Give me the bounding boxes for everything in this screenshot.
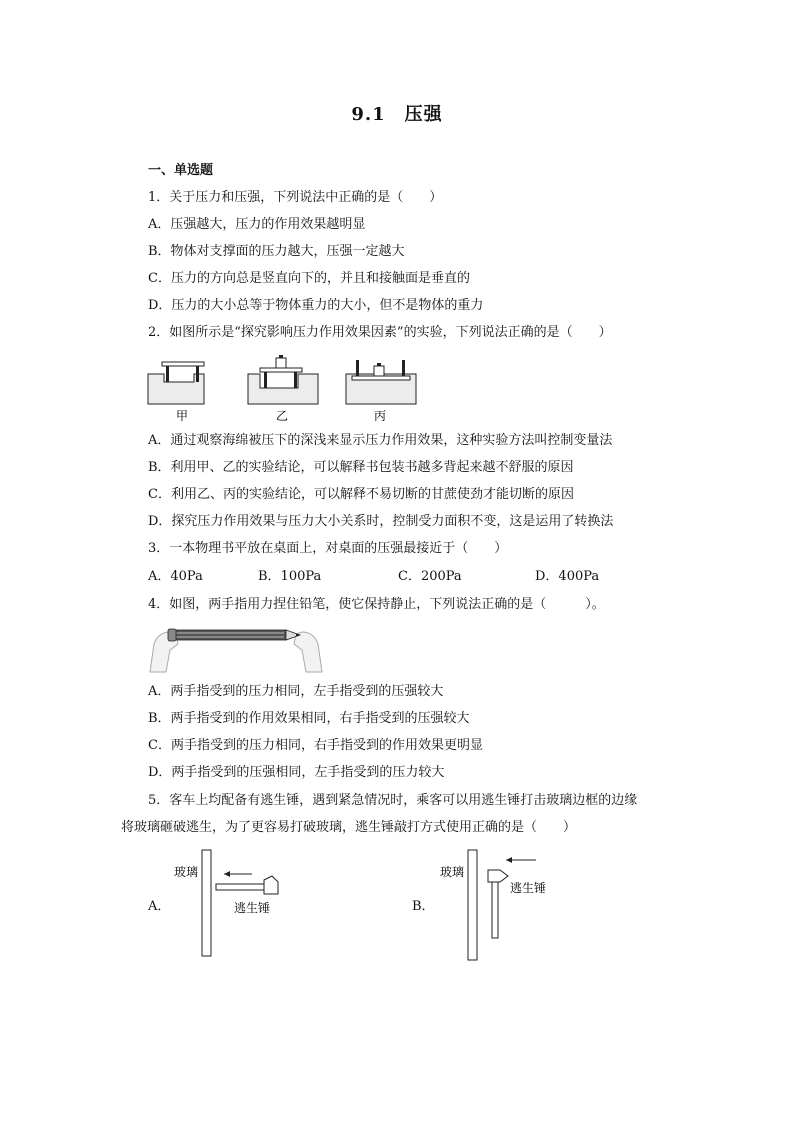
q4-option-d: D．两手指受到的压强相同，左手指受到的压力较大	[148, 765, 445, 780]
q5-option-b-figure	[436, 848, 556, 964]
q1-option-b: B．物体对支撑面的压力越大，压强一定越大	[148, 244, 405, 259]
hammer-label-b: 逃生锤	[510, 881, 547, 895]
q3-stem: 3．一本物理书平放在桌面上，对桌面的压强最接近于（ ）	[148, 541, 508, 556]
sponge-experiment-jia	[148, 362, 204, 423]
q5-option-a-figure	[170, 848, 290, 960]
q4-option-b: B．两手指受到的作用效果相同，右手指受到的压强较大	[148, 711, 470, 726]
q5-option-b-label: B．	[412, 899, 435, 914]
q2-option-d: D．探究压力作用效果与压力大小关系时，控制受力面积不变，这是运用了转换法	[148, 514, 614, 529]
q3-option-a: A．40Pa	[148, 569, 203, 584]
label-jia: 甲	[176, 409, 189, 423]
q3-options	[148, 568, 648, 586]
q4-option-a: A．两手指受到的压力相同，左手指受到的压强较大	[148, 684, 444, 699]
page-title: 9.1 压强	[351, 104, 443, 125]
q4-option-c: C．两手指受到的压力相同，右手指受到的作用效果更明显	[148, 738, 483, 753]
section-heading: 一、单选题	[148, 163, 214, 178]
q3-option-c: C．200Pa	[398, 569, 462, 584]
sponge-experiment-bing	[346, 360, 416, 423]
q3-option-d: D．400Pa	[535, 569, 600, 584]
glass-label-a: 玻璃	[174, 865, 199, 879]
q3-option-b: B．100Pa	[258, 569, 322, 584]
q1-option-c: C．压力的方向总是竖直向下的，并且和接触面是垂直的	[148, 271, 470, 286]
q5-stem-line1: 5．客车上均配备有逃生锤，遇到紧急情况时，乘客可以用逃生锤打击玻璃边框的边缘	[148, 793, 638, 808]
q4-pencil-figure	[148, 622, 324, 674]
q5-stem-line2: 将玻璃砸破逃生，为了更容易打破玻璃，逃生锤敲打方式使用正确的是（ ）	[121, 820, 577, 835]
glass-label-b: 玻璃	[440, 865, 465, 879]
label-yi: 乙	[276, 409, 289, 423]
hammer-label-a: 逃生锤	[234, 901, 271, 915]
q2-sponge-figure	[146, 354, 426, 426]
q1-option-a: A．压强越大，压力的作用效果越明显	[148, 217, 366, 232]
q1-option-d: D．压力的大小总等于物体重力的大小，但不是物体的重力	[148, 298, 484, 313]
q2-option-b: B．利用甲、乙的实验结论，可以解释书包装书越多背起来越不舒服的原因	[148, 460, 574, 475]
q2-option-c: C．利用乙、丙的实验结论，可以解释不易切断的甘蔗使劲才能切断的原因	[148, 487, 574, 502]
sponge-experiment-yi	[248, 355, 318, 423]
q5-option-a-label: A．	[148, 899, 171, 914]
label-bing: 丙	[374, 409, 387, 423]
q2-stem: 2．如图所示是“探究影响压力作用效果因素”的实验，下列说法正确的是（ ）	[148, 325, 612, 340]
q2-option-a: A．通过观察海绵被压下的深浅来显示压力作用效果，这种实验方法叫控制变量法	[148, 433, 613, 448]
q1-stem: 1．关于压力和压强，下列说法中正确的是（ ）	[148, 190, 443, 205]
q4-stem: 4．如图，两手指用力捏住铅笔，使它保持静止，下列说法正确的是（ ）。	[148, 597, 605, 612]
